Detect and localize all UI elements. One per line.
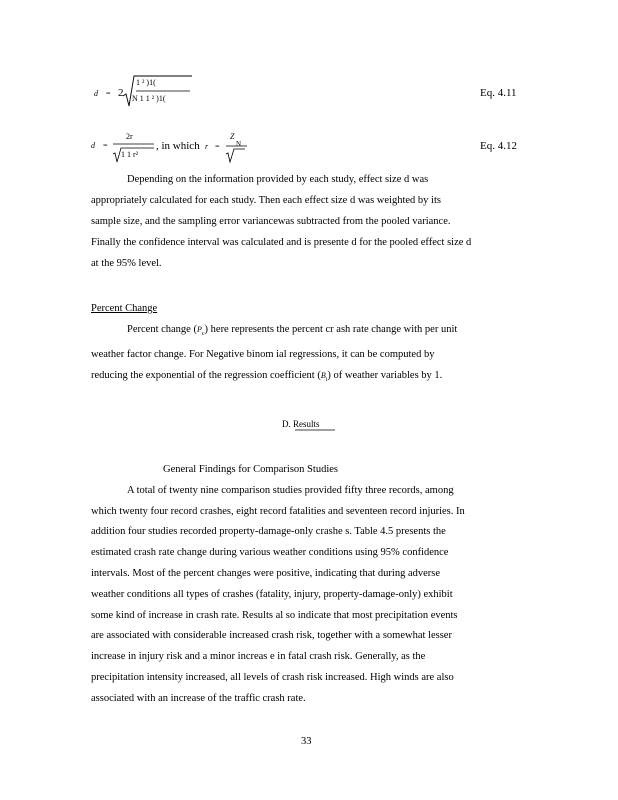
text-line: Percent change $(P_c)$ here represents the percent cr ash rate change with per unit bbox=[127, 324, 458, 338]
eq1-denominator: N 1 1 ² )1( bbox=[132, 94, 166, 103]
text-line: precipitation intensity increased, all levels of crash risk increased. High winds are also bbox=[91, 672, 454, 683]
text-line: weather factor change. For Negative binom ial regressions, it can be computed by bbox=[91, 349, 435, 360]
text-line: which twenty four record crashes, eight record fatalities and seventeen record injuries. In bbox=[91, 506, 465, 517]
eq2-lhs: d bbox=[91, 141, 95, 150]
text-line: A total of twenty nine comparison studies provided fifty three records, among bbox=[127, 485, 454, 496]
eq1-equals: = bbox=[106, 89, 111, 98]
beta-symbol: B bbox=[320, 371, 326, 380]
page-number: 33 bbox=[301, 736, 312, 747]
text-line: are associated with considerable increased crash risk, together with a somewhat lesser bbox=[91, 630, 452, 641]
results-underline bbox=[295, 429, 337, 432]
text-line: estimated crash rate change during various weather conditions using 95% confidence bbox=[91, 547, 449, 558]
eq2-equals: = bbox=[103, 141, 108, 150]
pc-symbol: P bbox=[196, 325, 202, 334]
text-line: increase in injury risk and a minor increas e in fatal crash risk. Generally, as the bbox=[91, 651, 426, 662]
text-line: reducing the exponential of the regression coefficient $(B_i)$ of weather variables by 1. bbox=[91, 370, 443, 384]
eq2-r-numerator: Z bbox=[230, 132, 235, 141]
pc-subscript: c bbox=[201, 331, 205, 338]
beta-subscript: i bbox=[325, 377, 328, 384]
text-line: associated with an increase of the traffic crash rate. bbox=[91, 693, 306, 704]
eq2-r-subscript: N bbox=[236, 140, 242, 148]
eq2-r-lhs: r bbox=[205, 142, 209, 151]
text-line: some kind of increase in crash rate. Results al so indicate that most precipitation events bbox=[91, 610, 458, 621]
results-heading: D. Results bbox=[282, 419, 320, 429]
text-line: addition four studies recorded property-damage-only crashe s. Table 4.5 presents the bbox=[91, 526, 446, 537]
text-line: at the 95% level. bbox=[91, 258, 162, 269]
text-line: Finally the confidence interval was calculated and is presente d for the pooled effect size d bbox=[91, 237, 472, 248]
percent-change-heading: Percent Change bbox=[91, 303, 158, 314]
eq2-in-which: , in which bbox=[156, 140, 200, 152]
text-line: weather conditions all types of crashes (fatality, injury, property-damage-only) exhibit bbox=[91, 589, 453, 600]
text-line: sample size, and the sampling error variancewas subtracted from the pooled variance. bbox=[91, 216, 451, 227]
eq2-label: Eq. 4.12 bbox=[480, 140, 517, 152]
eq2-denominator: 1 1 r² bbox=[121, 150, 139, 159]
eq1-lhs: d bbox=[94, 89, 98, 98]
eq1-coefficient: 2 bbox=[118, 87, 124, 99]
text-line: Depending on the information provided by each study, effect size d was bbox=[127, 174, 429, 185]
eq2-r-fraction bbox=[225, 144, 249, 164]
general-findings-heading: General Findings for Comparison Studies bbox=[163, 464, 338, 475]
eq2-numerator: 2r bbox=[126, 132, 133, 141]
eq1-label: Eq. 4.11 bbox=[480, 87, 517, 99]
text-line: intervals. Most of the percent changes were positive, indicating that during adverse bbox=[91, 568, 441, 579]
text-line: appropriately calculated for each study. Then each effect size d was weighted by its bbox=[91, 195, 441, 206]
eq1-numerator: 1 ² )1( bbox=[136, 78, 156, 87]
eq2-r-equals: = bbox=[215, 142, 220, 151]
